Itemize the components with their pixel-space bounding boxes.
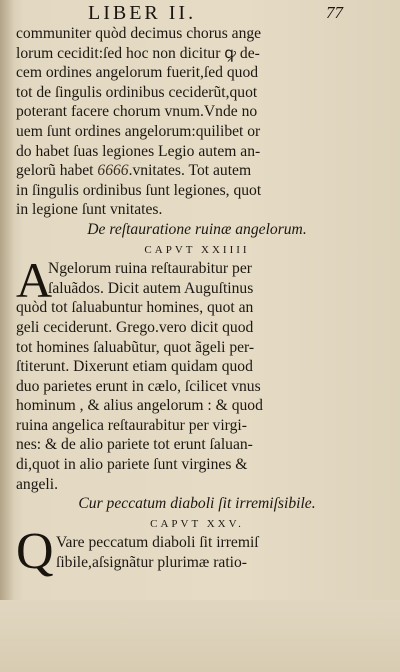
text-line: geli ceciderunt. Grego.vero dicit quod: [16, 318, 254, 336]
text-line: angeli.: [16, 475, 58, 493]
drop-cap-letter: A: [16, 252, 53, 309]
drop-cap-letter: Q: [16, 523, 54, 581]
chapter-number: CAPVT XXV.: [150, 517, 244, 530]
text-line: ſtiterunt. Dixerunt etiam quidam quod: [16, 358, 253, 376]
text-line: duo parietes erunt in cælo, ſcilicet vnus: [16, 377, 261, 395]
text-line: Ngelorum ruina reſtaurabitur per: [48, 260, 252, 278]
text-segment: gelorũ habet: [16, 162, 98, 180]
text-line: ruina angelica reſtaurabitur per virgi-: [16, 416, 247, 434]
page-number: 77: [326, 3, 343, 22]
text-line: Vare peccatum diaboli ſit irremiſ: [56, 534, 259, 552]
text-line: ſaluãdos. Dicit autem Auguſtinus: [48, 279, 254, 297]
gutter-shadow: [0, 0, 14, 672]
text-line: in legione ſunt vnitates.: [16, 201, 163, 219]
text-block: [16, 24, 378, 581]
text-line: [16, 161, 378, 181]
chapter-paragraph: [16, 252, 378, 494]
text-line: quòd tot ſaluabuntur homines, quot an: [16, 299, 254, 317]
text-line: tot de ſingulis ordinibus ceciderũt,quot: [16, 83, 258, 101]
page-header: [0, 2, 400, 26]
text-line: nes: & de alio pariete tot erunt ſaluan-: [16, 436, 253, 454]
text-line: tot homines ſaluabũtur, quot ãgeli per-: [16, 338, 255, 356]
text-line: di,quot in alio pariete ſunt virgines &: [16, 456, 248, 474]
running-head: LIBER II.: [88, 2, 197, 24]
chapter-title: De reſtauratione ruinæ angelorum.: [87, 220, 307, 238]
text-line: communiter quòd decimus chorus ange: [16, 25, 262, 42]
text-segment: .vnitates. Tot autem: [128, 162, 252, 180]
text-line: lorum cecidit:ſed hoc non dicitur ꝙ de-: [16, 44, 260, 62]
text-line: uem ſunt ordines angelorum:quilibet or: [16, 122, 261, 140]
text-line: hominum , & alius angelorum : & quod: [16, 397, 263, 415]
text-line: poterant facere chorum vnum.Vnde no: [16, 103, 258, 121]
chapter-title: Cur peccatum diaboli ſit irremiſsibile.: [78, 495, 316, 513]
text-line: cem ordines angelorum fuerit,ſed quod: [16, 64, 259, 82]
text-line: ſibile,aſsignãtur plurimæ ratio-: [56, 554, 247, 572]
page-bottom-margin: [0, 600, 400, 672]
chapter-number: CAPVT XXIIII: [144, 243, 250, 256]
unit-count: 6666: [97, 162, 129, 180]
text-line: do habet ſuas legiones Legio autem an-: [16, 142, 261, 160]
text-line: in ſingulis ordinibus ſunt legiones, quot: [16, 181, 262, 199]
